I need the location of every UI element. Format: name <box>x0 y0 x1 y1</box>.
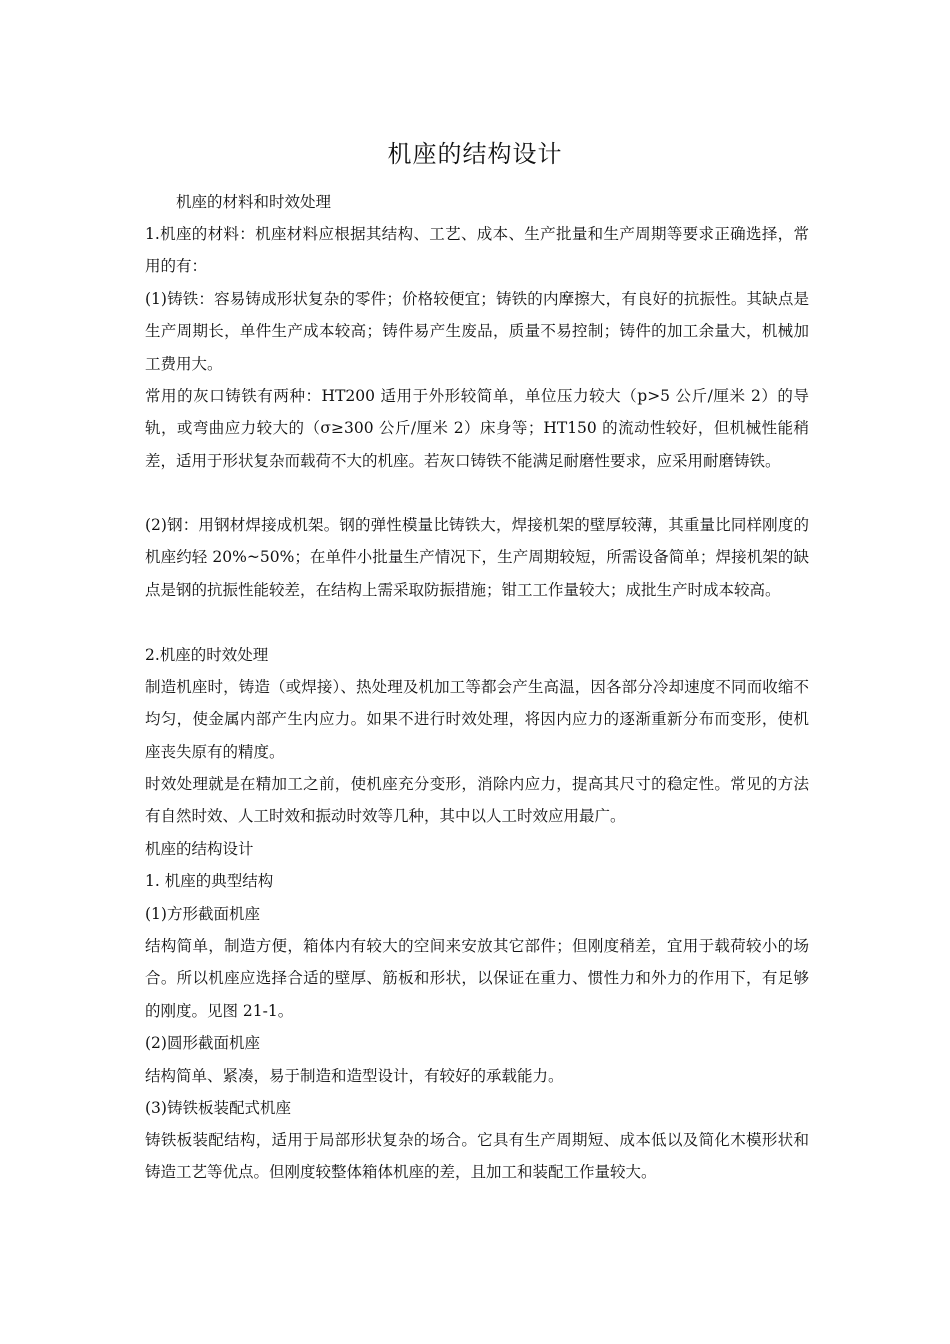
paragraph-aging-cause: 制造机座时，铸造（或焊接）、热处理及机加工等都会产生高温，因各部分冷却速度不同而收缩不均匀，使金属内部产生内应力。如果不进行时效处理，将因内应力的逐渐重新分布而变形，使机座丧失原有的精度。 <box>145 678 809 761</box>
subheading-plate-assembly: (3)铸铁板装配式机座 <box>145 1099 291 1117</box>
paragraph-materials-intro: 1.机座的材料：机座材料应根据其结构、工艺、成本、生产批量和生产周期等要求正确选择，常用的有： <box>145 225 809 276</box>
section-heading-aging: 2.机座的时效处理 <box>145 646 269 664</box>
paragraph-cast-iron: (1)铸铁：容易铸成形状复杂的零件；价格较便宜；铸铁的内摩擦大，有良好的抗振性。其缺点是生产周期长，单件生产成本较高；铸件易产生废品，质量不易控制；铸件的加工余量大，机械加工费用大。 <box>145 290 809 373</box>
paragraph-aging-definition: 时效处理就是在精加工之前，使机座充分变形，消除内应力，提高其尺寸的稳定性。常见的方法有自然时效、人工时效和振动时效等几种，其中以人工时效应用最广。 <box>145 775 809 826</box>
subheading-round-section: (2)圆形截面机座 <box>145 1034 260 1052</box>
section-heading-structure: 机座的结构设计 <box>145 840 254 858</box>
subheading-square-section: (1)方形截面机座 <box>145 905 260 923</box>
paragraph-plate-assembly: 铸铁板装配结构，适用于局部形状复杂的场合。它具有生产周期短、成本低以及简化木模形状和铸造工艺等优点。但刚度较整体箱体机座的差，且加工和装配工作量较大。 <box>145 1131 809 1182</box>
paragraph-gray-iron: 常用的灰口铸铁有两种：HT200 适用于外形较简单，单位压力较大（p>5 公斤/厘米 2）的导轨，或弯曲应力较大的（σ≥300 公斤/厘米 2）床身等；HT150 的流动性较好，但机械性能稍差，适用于形状复杂而载荷不大的机座。若灰口铸铁不能满足耐磨性要求，应采用耐磨铸铁。 <box>145 387 809 470</box>
document-title: 机座的结构设计 <box>387 140 563 168</box>
paragraph-round-section: 结构简单、紧凑，易于制造和造型设计，有较好的承载能力。 <box>145 1067 564 1085</box>
section-heading-materials: 机座的材料和时效处理 <box>176 193 332 211</box>
subheading-typical-structure: 1. 机座的典型结构 <box>145 872 274 890</box>
paragraph-square-section: 结构简单，制造方便，箱体内有较大的空间来安放其它部件；但刚度稍差，宜用于载荷较小的场合。所以机座应选择合适的壁厚、筋板和形状，以保证在重力、惯性力和外力的作用下，有足够的刚度。见图 21-1。 <box>145 937 809 1020</box>
paragraph-steel: (2)钢：用钢材焊接成机架。钢的弹性模量比铸铁大，焊接机架的壁厚较薄，其重量比同样刚度的机座约轻 20%~50%；在单件小批量生产情况下，生产周期较短，所需设备简单；焊接机架的缺点是钢的抗振性能较差，在结构上需采取防振措施；钳工工作量较大；成批生产时成本较高。 <box>145 516 809 599</box>
